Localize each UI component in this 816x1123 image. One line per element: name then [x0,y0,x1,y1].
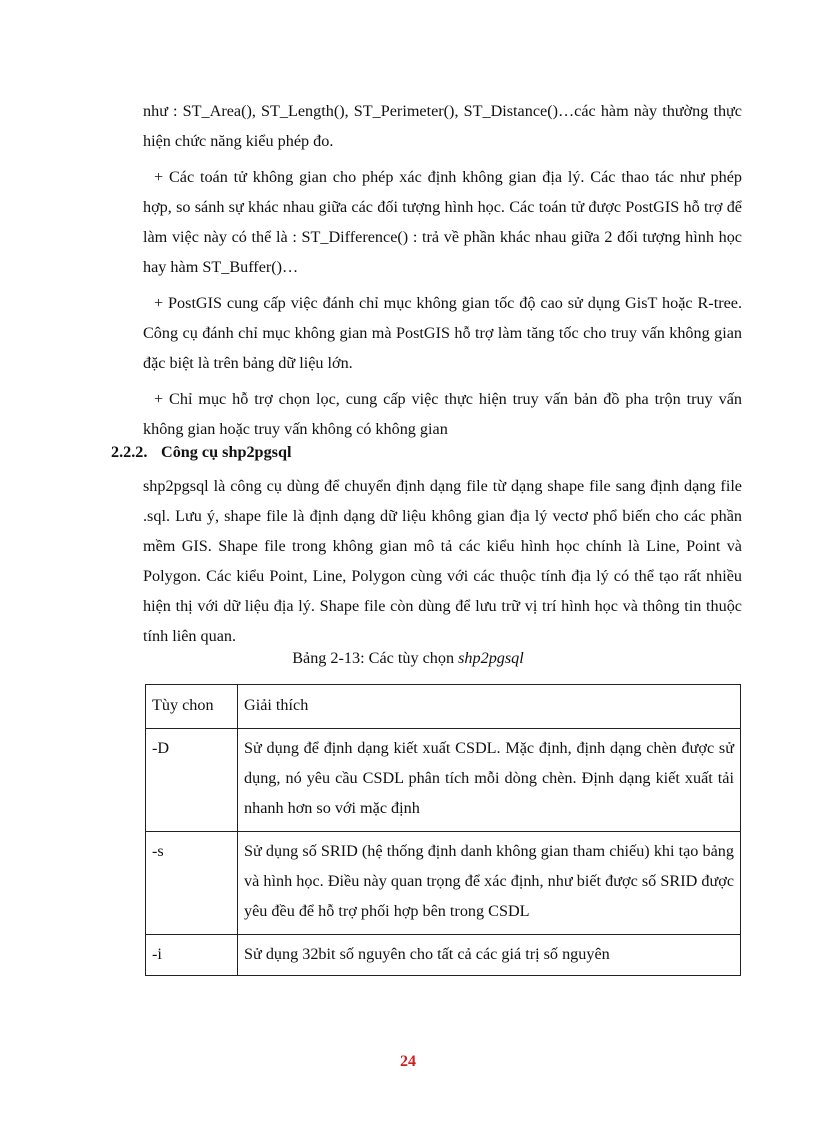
section-paragraph: shp2pgsql là công cụ dùng để chuyển định dạng file từ dạng shape file sang định dạng file .sql. Lưu ý, shape file là định dạng dữ liệu không gian địa lý vectơ phổ biến cho các phần mềm GIS. Shape file trong không gian mô tả các kiểu hình học chính là Line, Point và Polygon. Các kiểu Point, Line, Polygon cùng với các thuộc tính địa lý có thể tạo rất nhiều hiện thị với dữ liệu địa lý. Shape file còn dùng để lưu trữ vị trí hình học và thông tin thuộc tính liên quan. [143,477,742,645]
description-cell: Sử dụng để định dạng kiết xuất CSDL. Mặc định, định dạng chèn được sử dụng, nó yêu cầu CSDL phân tích mỗi dòng chèn. Định dạng kiết xuất tải nhanh hơn so với mặc định [238,729,741,832]
description-cell: Sử dụng số SRID (hệ thống định danh không gian tham chiếu) khi tạo bảng và hình học. Điều này quan trọng để xác định, như biết được số SRID được yêu đều để hỗ trợ phối hợp bên trong CSDL [238,832,741,935]
option-cell: -D [146,729,238,832]
page-body [143,96,742,444]
table-caption [0,646,816,670]
page-number: 24 [400,1053,416,1070]
table-row [146,832,741,935]
option-cell: -s [146,832,238,935]
section-heading [111,440,291,464]
caption-prefix: Bảng 2-13: Các tùy chọn [292,649,459,667]
bullet-spatial-operators: + Các toán tử không gian cho phép xác định không gian địa lý. Các thao tác như phép hợp, so sánh sự khác nhau giữa các đối tượng hình học. Các toán tử được PostGIS hỗ trợ để làm việc này có thể là : ST_Difference() : trả về phần khác nhau giữa 2 đối tượng hình học hay hàm ST_Buffer()… [143,168,742,276]
options-table [145,684,741,976]
header-description: Giải thích [238,685,741,729]
option-cell: -i [146,935,238,976]
table-header-row [146,685,741,729]
intro-paragraph: như : ST_Area(), ST_Length(), ST_Perimeter(), ST_Distance()…các hàm này thường thực hiện chức năng kiểu phép đo. [143,102,742,150]
section-title: Công cụ shp2pgsql [161,443,292,461]
bullet-spatial-index: + PostGIS cung cấp việc đánh chỉ mục không gian tốc độ cao sử dụng GisT hoặc R-tree. Công cụ đánh chỉ mục không gian mà PostGIS hỗ trợ làm tăng tốc cho truy vấn không gian đặc biệt là trên bảng dữ liệu lớn. [143,294,742,372]
caption-italic: shp2pgsql [458,649,524,667]
section-number: 2.2.2. [111,443,148,461]
table-row [146,935,741,976]
header-option: Tùy chon [146,685,238,729]
description-cell: Sử dụng 32bit số nguyên cho tất cả các giá trị số nguyên [238,935,741,976]
bullet-selective-index: + Chỉ mục hỗ trợ chọn lọc, cung cấp việc thực hiện truy vấn bản đồ pha trộn truy vấn không gian hoặc truy vấn không có không gian [143,390,742,438]
section-body [143,471,742,651]
table-row [146,729,741,832]
